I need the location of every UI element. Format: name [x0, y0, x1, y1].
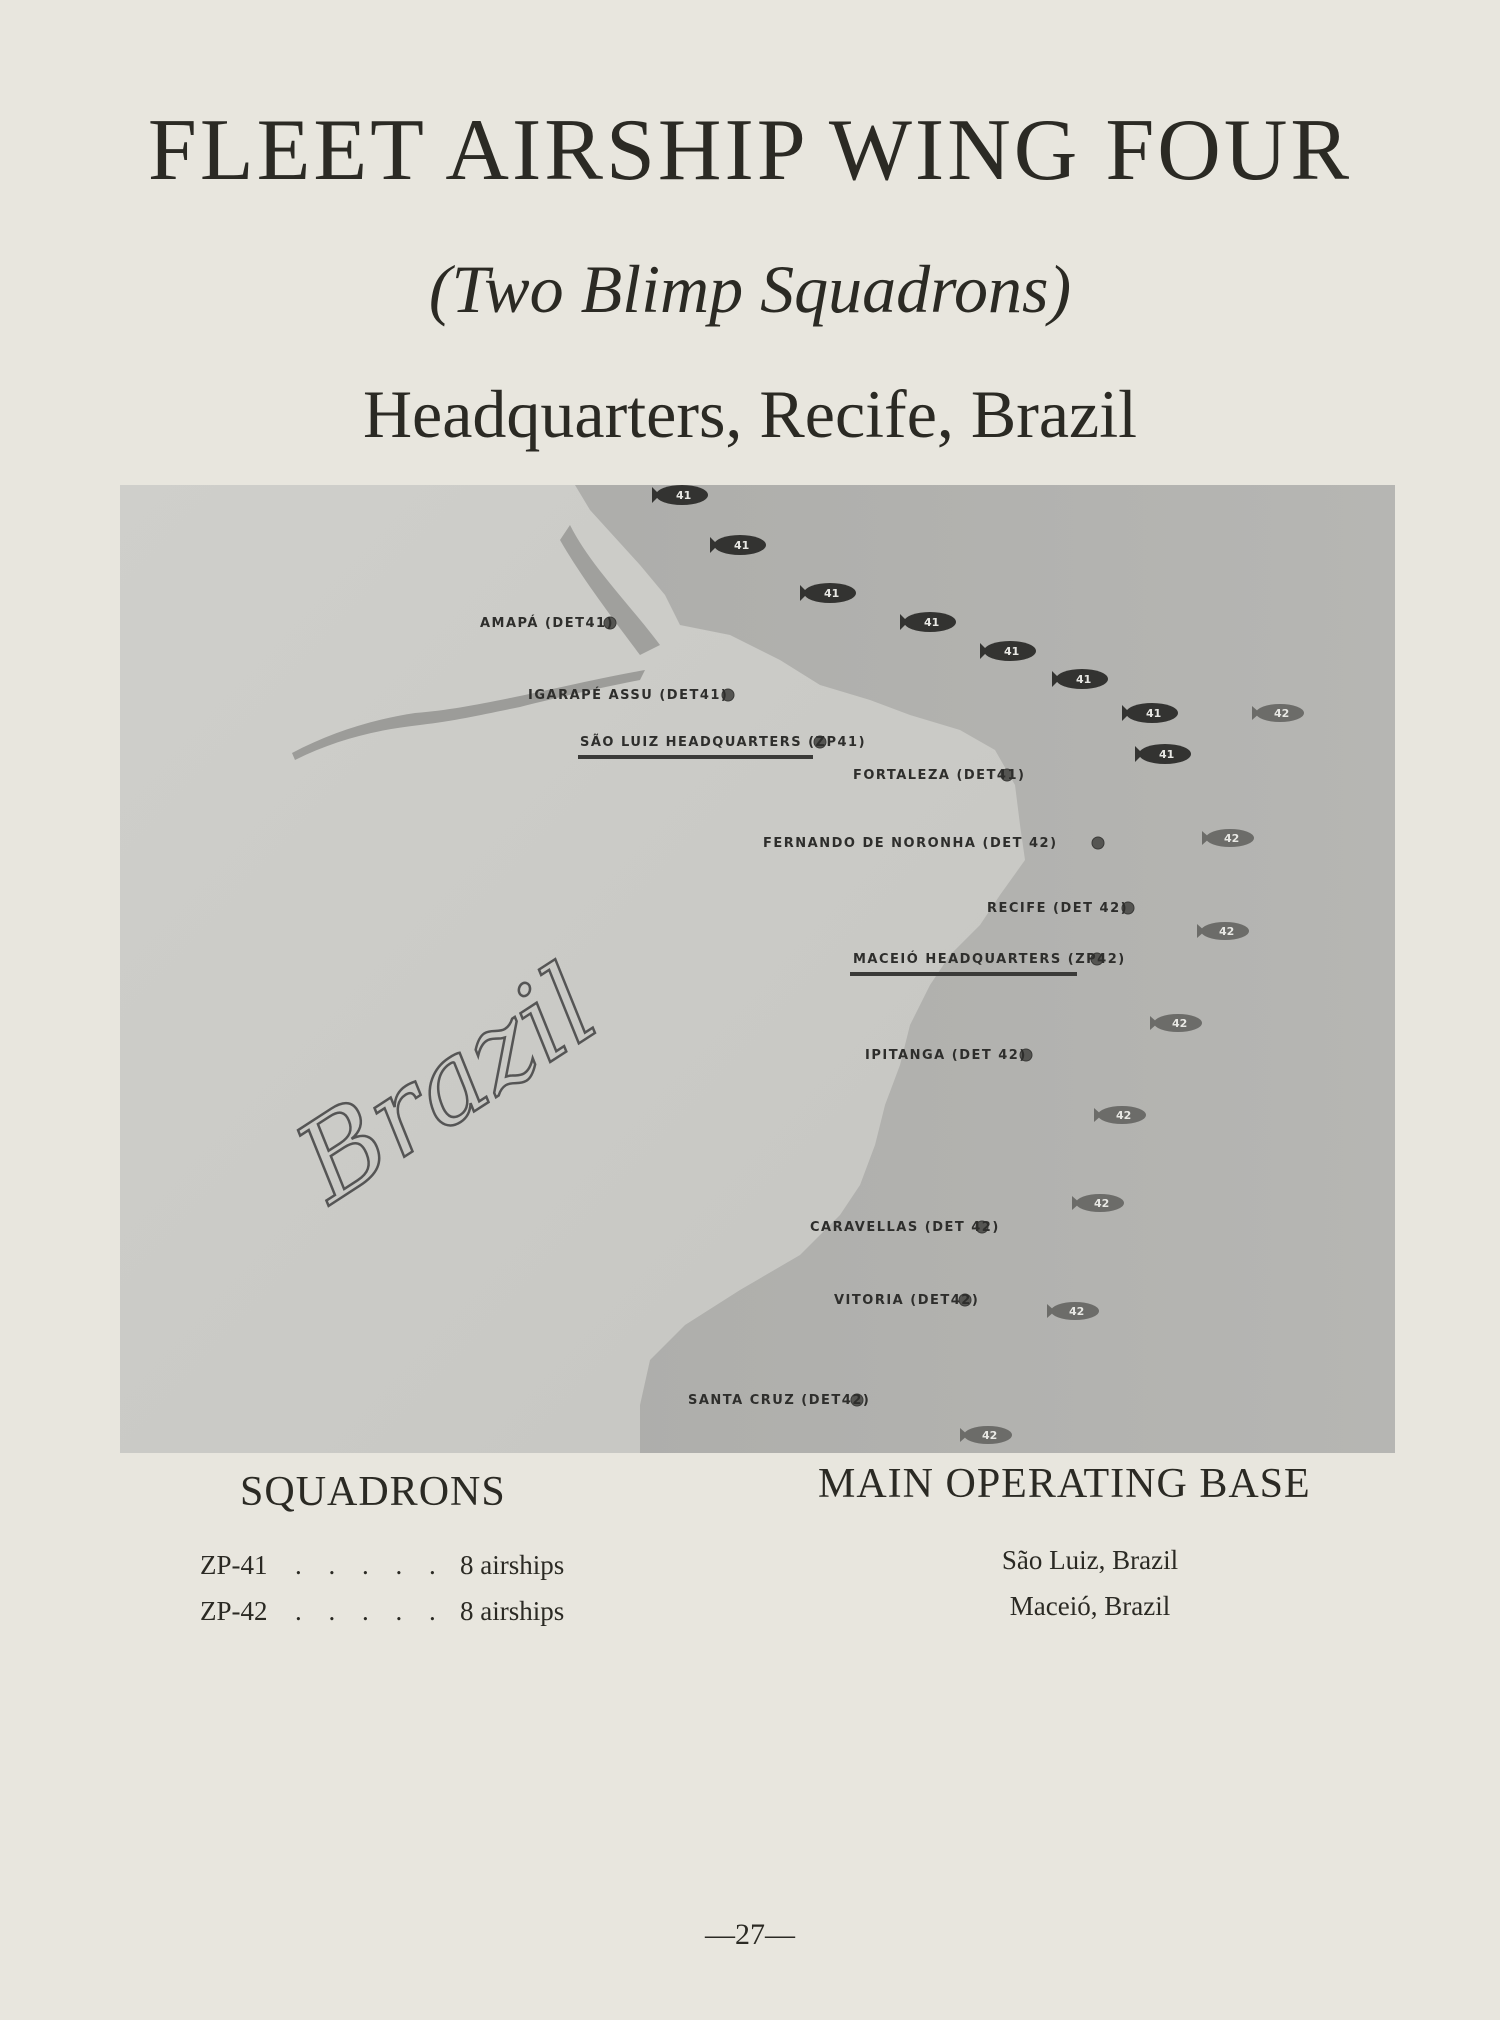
label-recife: RECIFE (DET 42): [987, 901, 1129, 916]
svg-text:41: 41: [824, 587, 840, 600]
map-photo: [120, 485, 1395, 1453]
svg-text:41: 41: [1159, 748, 1175, 761]
label-vitoria: VITORIA (DET42): [834, 1293, 980, 1308]
svg-text:42: 42: [1094, 1197, 1110, 1210]
airship-count: 8 airships: [460, 1550, 565, 1580]
list-item: São Luiz, Brazil: [1001, 1545, 1179, 1575]
svg-text:42: 42: [1219, 925, 1235, 938]
map-country-label: Brazil: [274, 941, 619, 1227]
label-igarape: IGARAPÉ ASSU (DET41): [528, 688, 729, 703]
list-item: Maceió, Brazil: [1009, 1591, 1171, 1621]
label-amapa: AMAPÁ (DET41): [480, 616, 614, 631]
squadron-name: ZP-41: [200, 1550, 268, 1580]
svg-text:41: 41: [676, 489, 692, 502]
airship-count: 8 airships: [460, 1596, 565, 1626]
list-item: [200, 1550, 564, 1596]
svg-text:41: 41: [924, 616, 940, 629]
svg-text:42: 42: [1069, 1305, 1085, 1318]
squadrons-list: [200, 1550, 564, 1642]
main-base-heading: MAIN OPERATING BASE: [818, 1461, 1311, 1507]
label-santa-cruz: SANTA CRUZ (DET42): [688, 1393, 871, 1408]
main-base-list: [960, 1545, 1220, 1637]
map-svg: [120, 485, 1395, 1453]
svg-text:41: 41: [1004, 645, 1020, 658]
dot-noronha: [1092, 837, 1104, 849]
label-sao-luiz: SÃO LUIZ HEADQUARTERS (ZP41): [580, 735, 867, 750]
squadrons-heading: SQUADRONS: [240, 1469, 506, 1515]
headquarters-line: Headquarters, Recife, Brazil: [362, 376, 1138, 452]
svg-text:41: 41: [734, 539, 750, 552]
leader-dots: . . . . .: [295, 1550, 446, 1580]
squadron-name: ZP-42: [200, 1596, 268, 1626]
page-subtitle: (Two Blimp Squadrons): [428, 251, 1072, 327]
svg-text:42: 42: [1224, 832, 1240, 845]
leader-dots: . . . . .: [295, 1596, 446, 1626]
list-item: [200, 1596, 564, 1642]
svg-text:42: 42: [982, 1429, 998, 1442]
svg-text:42: 42: [1172, 1017, 1188, 1030]
page-number: —27—: [705, 1918, 795, 1951]
svg-text:42: 42: [1274, 707, 1290, 720]
label-noronha: FERNANDO DE NORONHA (DET 42): [763, 836, 1058, 851]
label-fortaleza: FORTALEZA (DET41): [853, 768, 1026, 783]
label-ipitanga: IPITANGA (DET 42): [865, 1048, 1027, 1063]
label-caravellas: CARAVELLAS (DET 42): [810, 1220, 1000, 1235]
label-maceio: MACEIÓ HEADQUARTERS (ZP42): [853, 952, 1126, 967]
svg-text:41: 41: [1076, 673, 1092, 686]
svg-text:41: 41: [1146, 707, 1162, 720]
page-title: FLEET AIRSHIP WING FOUR: [147, 102, 1353, 199]
svg-text:42: 42: [1116, 1109, 1132, 1122]
